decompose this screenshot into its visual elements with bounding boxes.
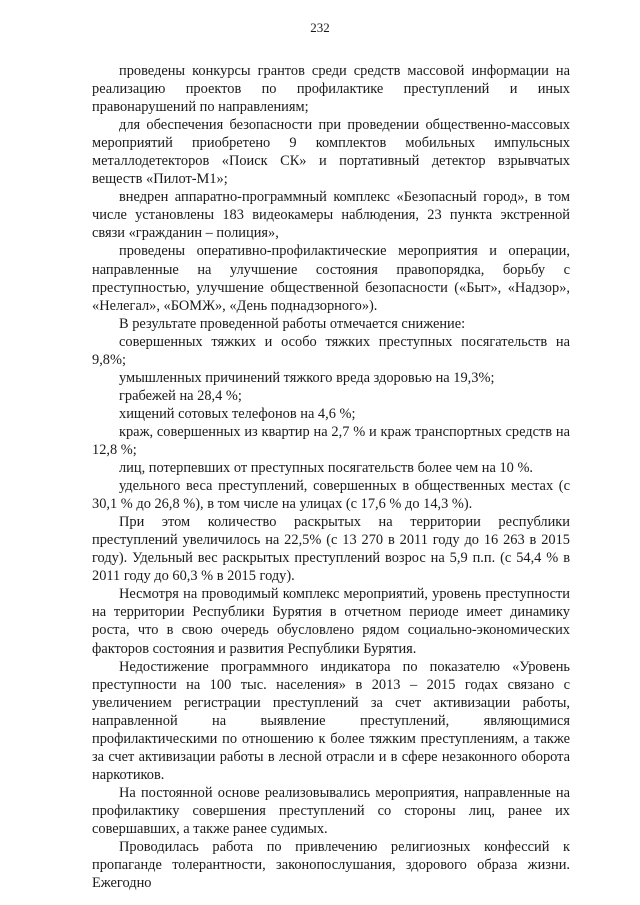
paragraph: Несмотря на проводимый комплекс мероприятий, уровень преступности на территории Республики Бурятия в отчетном периоде имеет динамику роста, что в свою очередь обусловлено рядом социально-экономических факторов состояния и развития Республики Бурятия. — [92, 586, 570, 657]
paragraph: грабежей на 28,4 %; — [119, 387, 242, 404]
paragraph: для обеспечения безопасности при проведении общественно-массовых мероприятий приобретено 9 комплектов мобильных импульсных металлодетекторов «Поиск СК» и портативный детектор взрывчатых веществ «Пилот-М1»; — [92, 117, 570, 188]
paragraph: Недостижение программного индикатора по показателю «Уровень преступности на 100 тыс. населения» в 2013 – 2015 годах связано с увеличением регистрации преступлений за счет активизации работы, направленной на выявление преступлений, являющимися профилактическими по отношению к более тяжким преступлениям, а также за счет активизации работы в лесной отрасли и в сфере незаконного оборота наркотиков. — [92, 658, 570, 783]
body-text — [92, 62, 570, 892]
paragraph: внедрен аппаратно-программный комплекс «Безопасный город», в том числе установлены 183 видеокамеры наблюдения, 23 пункта экстренной связи «гражданин – полиция», — [92, 189, 570, 242]
paragraph: проведены оперативно-профилактические мероприятия и операции, направленные на улучшение состояния правопорядка, борьбу с преступностью, улучшение общественной безопасности («Быт», «Надзор», «Нелегал», «БОМЖ», «День поднадзорного»). — [92, 243, 570, 314]
paragraph: хищений сотовых телефонов на 4,6 %; — [119, 405, 356, 422]
paragraph: При этом количество раскрытых на территории республики преступлений увеличилось на 22,5% (с 13 270 в 2011 году до 16 263 в 2015 году). Удельный вес раскрытых преступлений возрос на 5,9 п.п. (с 54,4 % в 2011 году до 60,3 % в 2015 году). — [92, 514, 570, 585]
paragraph: лиц, потерпевших от преступных посягательств более чем на 10 %. — [119, 460, 534, 477]
page-number: 232 — [310, 20, 330, 35]
paragraph: проведены конкурсы грантов среди средств массовой информации на реализацию проектов по профилактике преступлений и иных правонарушений по направлениям; — [92, 63, 570, 116]
paragraph: совершенных тяжких и особо тяжких преступных посягательств на 9,8%; — [92, 333, 570, 368]
paragraph: умышленных причинений тяжкого вреда здоровью на 19,3%; — [119, 369, 495, 386]
paragraph: На постоянной основе реализовывались мероприятия, направленные на профилактику совершения преступлений со стороны лиц, ранее их совершавших, а также ранее судимых. — [92, 784, 570, 837]
paragraph: краж, совершенных из квартир на 2,7 % и краж транспортных средств на 12,8 %; — [92, 423, 570, 458]
paragraph: удельного веса преступлений, совершенных в общественных местах (с 30,1 % до 26,8 %), в том числе на улицах (с 17,6 % до 14,3 %). — [92, 478, 570, 513]
paragraph: Проводилась работа по привлечению религиозных конфессий к пропаганде толерантности, законопослушания, здорового образа жизни. Ежегодно — [92, 839, 570, 892]
paragraph: В результате проведенной работы отмечается снижение: — [119, 315, 466, 332]
